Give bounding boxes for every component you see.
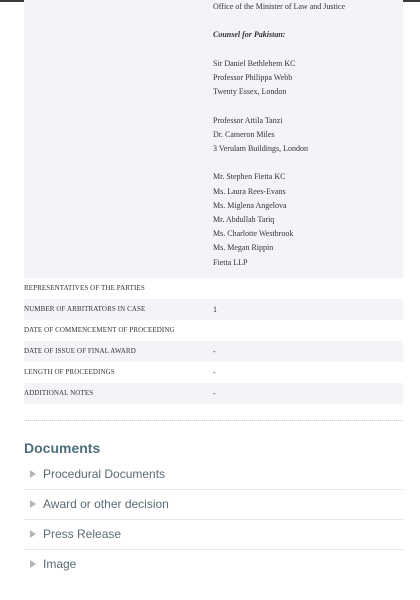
party-line: Fietta LLP xyxy=(213,257,248,267)
row-value: - xyxy=(213,389,216,398)
counsel-heading: Counsel for Pakistan: xyxy=(213,30,286,40)
party-line: Sir Daniel Bethlehem KC xyxy=(213,58,296,68)
party-line: Mr. Stephen Fietta KC xyxy=(213,172,286,182)
document-toggle-label: Image xyxy=(43,557,77,571)
party-line: Ms. Laura Rees-Evans xyxy=(213,186,286,196)
row-label: REPRESENTATIVES OF THE PARTIES xyxy=(24,284,145,292)
party-line: Office of the Minister of Law and Justice xyxy=(213,2,346,11)
document-toggle-label: Procedural Documents xyxy=(43,467,166,481)
row-label: LENGTH OF PROCEEDINGS xyxy=(24,368,115,376)
document-toggle[interactable] xyxy=(24,520,403,550)
row-value: 1 xyxy=(213,305,218,314)
triangle-right-icon xyxy=(30,470,36,478)
spacer xyxy=(213,156,403,170)
triangle-right-icon xyxy=(30,530,36,538)
party-line: Twenty Essex, London xyxy=(213,87,287,97)
row-label: ADDITIONAL NOTES xyxy=(24,389,94,397)
table-row xyxy=(24,383,403,404)
row-value: - xyxy=(213,368,216,377)
documents-heading: Documents xyxy=(24,440,101,456)
row-label: DATE OF ISSUE OF FINAL AWARD xyxy=(24,347,136,355)
party-line: Ms. Miglena Angelova xyxy=(213,200,287,210)
document-toggle[interactable] xyxy=(24,550,403,579)
document-toggle-label: Press Release xyxy=(43,527,122,541)
document-toggle[interactable] xyxy=(24,460,403,490)
table-row xyxy=(24,362,403,383)
section-divider xyxy=(24,420,403,421)
document-toggle-label: Award or other decision xyxy=(43,497,169,511)
row-value: - xyxy=(213,347,216,356)
party-line: Mr. Abdullah Tariq xyxy=(213,214,275,224)
party-line: Professor Attila Tanzi xyxy=(213,115,283,125)
row-label: DATE OF COMMENCEMENT OF PROCEEDING xyxy=(24,326,175,334)
party-line: Ms. Charlotte Westbrook xyxy=(213,229,294,239)
spacer xyxy=(213,14,403,28)
party-details-text xyxy=(213,0,403,270)
spacer xyxy=(213,43,403,57)
party-line: Professor Philippa Webb xyxy=(213,72,293,82)
party-line: Dr. Cameron Miles xyxy=(213,129,275,139)
party-line: 3 Verulam Buildings, London xyxy=(213,143,308,153)
triangle-right-icon xyxy=(30,500,36,508)
triangle-right-icon xyxy=(30,560,36,568)
table-row xyxy=(24,320,403,341)
row-label: NUMBER OF ARBITRATORS IN CASE xyxy=(24,305,146,313)
documents-list xyxy=(24,460,403,579)
spacer xyxy=(213,99,403,113)
table-row xyxy=(24,341,403,362)
party-line: Ms. Megan Rippin xyxy=(213,243,274,253)
case-details-table xyxy=(24,278,403,404)
table-row xyxy=(24,278,403,299)
document-toggle[interactable] xyxy=(24,490,403,520)
table-row xyxy=(24,299,403,320)
